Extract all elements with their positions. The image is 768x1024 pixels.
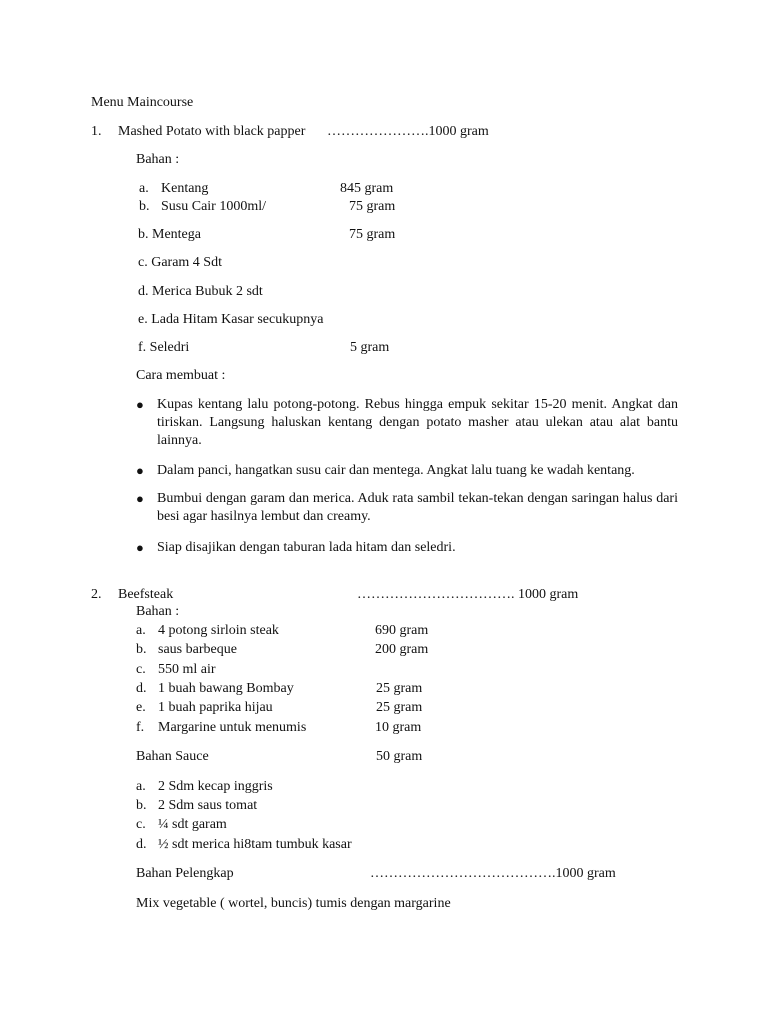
sauce-marker: c. xyxy=(136,817,146,832)
ingredient-marker: c. xyxy=(136,662,146,677)
method-step: Bumbui dengan garam dan merica. Aduk rata sambil tekan-tekan dengan saringan halus dari besi agar hasilnya lembut dan creamy. xyxy=(157,491,678,524)
bullet-icon: ● xyxy=(136,540,144,555)
ingredient-amount: 10 gram xyxy=(375,720,422,735)
ingredient-marker: b. xyxy=(139,199,150,214)
sauce-marker: a. xyxy=(136,779,146,794)
ingredient-name: d. Merica Bubuk 2 sdt xyxy=(138,284,263,299)
ingredient-marker: a. xyxy=(139,181,149,196)
sauce-marker: b. xyxy=(136,798,147,813)
ingredient-amount: 5 gram xyxy=(350,340,390,355)
sauce-item: ½ sdt merica hi8tam tumbuk kasar xyxy=(158,837,352,852)
ingredient-name: c. Garam 4 Sdt xyxy=(138,255,222,270)
recipe-number: 2. xyxy=(91,587,102,602)
ingredient-name: 1 buah bawang Bombay xyxy=(158,681,294,696)
ingredient-name: saus barbeque xyxy=(158,642,237,657)
recipe-name: Mashed Potato with black papper xyxy=(118,124,306,139)
recipe-name: Beefsteak xyxy=(118,587,174,602)
sauce-amount: 50 gram xyxy=(376,749,423,764)
complement-text: Mix vegetable ( wortel, buncis) tumis dengan margarine xyxy=(136,896,451,911)
sauce-item: ¼ sdt garam xyxy=(158,817,227,832)
recipe-number: 1. xyxy=(91,124,102,139)
ingredient-marker: d. xyxy=(136,681,147,696)
method-step: Kupas kentang lalu potong-potong. Rebus hingga empuk sekitar 15-20 menit. Angkat dan tiriskan. Langsung haluskan kentang dengan potato masher atau ulekan atau alat bantu lainnya. xyxy=(157,397,678,448)
ingredients-heading: Bahan : xyxy=(136,604,180,619)
ingredient-name: 4 potong sirloin steak xyxy=(158,623,279,638)
ingredient-name: Susu Cair 1000ml/ xyxy=(161,199,267,214)
bullet-icon: ● xyxy=(136,491,144,506)
sauce-item: 2 Sdm saus tomat xyxy=(158,798,258,813)
sauce-marker: d. xyxy=(136,837,147,852)
ingredient-name: b. Mentega xyxy=(138,227,201,242)
ingredient-marker: e. xyxy=(136,700,146,715)
ingredient-amount: 75 gram xyxy=(349,227,396,242)
method-heading: Cara membuat : xyxy=(136,368,226,383)
document-title: Menu Maincourse xyxy=(91,95,194,110)
bullet-icon: ● xyxy=(136,397,144,412)
ingredient-name: 1 buah paprika hijau xyxy=(158,700,273,715)
ingredient-name: Margarine untuk menumis xyxy=(158,720,307,735)
ingredients-heading: Bahan : xyxy=(136,152,180,167)
recipe-weight: ………………….1000 gram xyxy=(327,124,489,139)
ingredient-amount: 25 gram xyxy=(376,681,423,696)
ingredient-name: f. Seledri xyxy=(138,340,190,355)
complement-label: Bahan Pelengkap xyxy=(136,866,234,881)
ingredient-amount: 200 gram xyxy=(375,642,429,657)
recipe-weight: ……………………………. 1000 gram xyxy=(357,587,579,602)
sauce-item: 2 Sdm kecap inggris xyxy=(158,779,273,794)
bullet-icon: ● xyxy=(136,463,144,478)
ingredient-name: Kentang xyxy=(161,181,209,196)
ingredient-name: e. Lada Hitam Kasar secukupnya xyxy=(138,312,324,327)
ingredient-amount: 845 gram xyxy=(340,181,394,196)
complement-weight: ………………………………….1000 gram xyxy=(370,866,616,881)
ingredient-marker: a. xyxy=(136,623,146,638)
sauce-label: Bahan Sauce xyxy=(136,749,209,764)
method-step: Dalam panci, hangatkan susu cair dan mentega. Angkat lalu tuang ke wadah kentang. xyxy=(157,463,635,478)
ingredient-marker: f. xyxy=(136,720,145,735)
ingredient-marker: b. xyxy=(136,642,147,657)
method-step: Siap disajikan dengan taburan lada hitam dan seledri. xyxy=(157,540,456,555)
ingredient-name: 550 ml air xyxy=(158,662,216,677)
ingredient-amount: 25 gram xyxy=(376,700,423,715)
ingredient-amount: 690 gram xyxy=(375,623,429,638)
ingredient-amount: 75 gram xyxy=(349,199,396,214)
